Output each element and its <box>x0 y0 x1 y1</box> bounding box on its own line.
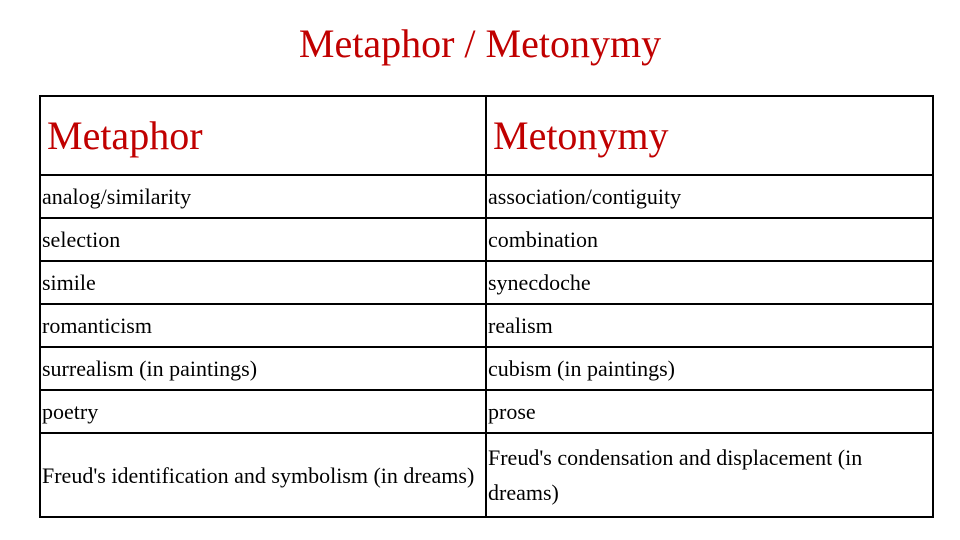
slide-title: Metaphor / Metonymy <box>298 21 662 66</box>
table-cell-metonymy: realism <box>486 304 933 347</box>
table-cell-metonymy: prose <box>486 390 933 433</box>
column-header-metonymy: Metonymy <box>486 96 933 175</box>
table-row <box>40 390 933 433</box>
table-row <box>40 347 933 390</box>
table-cell-metaphor: surrealism (in paintings) <box>40 347 486 390</box>
table-cell-metonymy: Freud's condensation and displacement (in dreams) <box>486 433 933 517</box>
table-cell-metonymy: synecdoche <box>486 261 933 304</box>
table-row <box>40 175 933 218</box>
table-row <box>40 218 933 261</box>
table-cell-metaphor: analog/similarity <box>40 175 486 218</box>
comparison-table <box>39 95 934 518</box>
column-header-metaphor: Metaphor <box>40 96 486 175</box>
table-cell-metaphor: poetry <box>40 390 486 433</box>
table-cell-metonymy: cubism (in paintings) <box>486 347 933 390</box>
table-cell-metaphor: Freud's identification and symbolism (in dreams) <box>40 433 486 517</box>
table-cell-metaphor: simile <box>40 261 486 304</box>
table-row <box>40 433 933 517</box>
table-row <box>40 304 933 347</box>
table-cell-metonymy: combination <box>486 218 933 261</box>
table-cell-metaphor: selection <box>40 218 486 261</box>
table-cell-metaphor: romanticism <box>40 304 486 347</box>
table-header-row <box>40 96 933 175</box>
table-row <box>40 261 933 304</box>
table-cell-metonymy: association/contiguity <box>486 175 933 218</box>
